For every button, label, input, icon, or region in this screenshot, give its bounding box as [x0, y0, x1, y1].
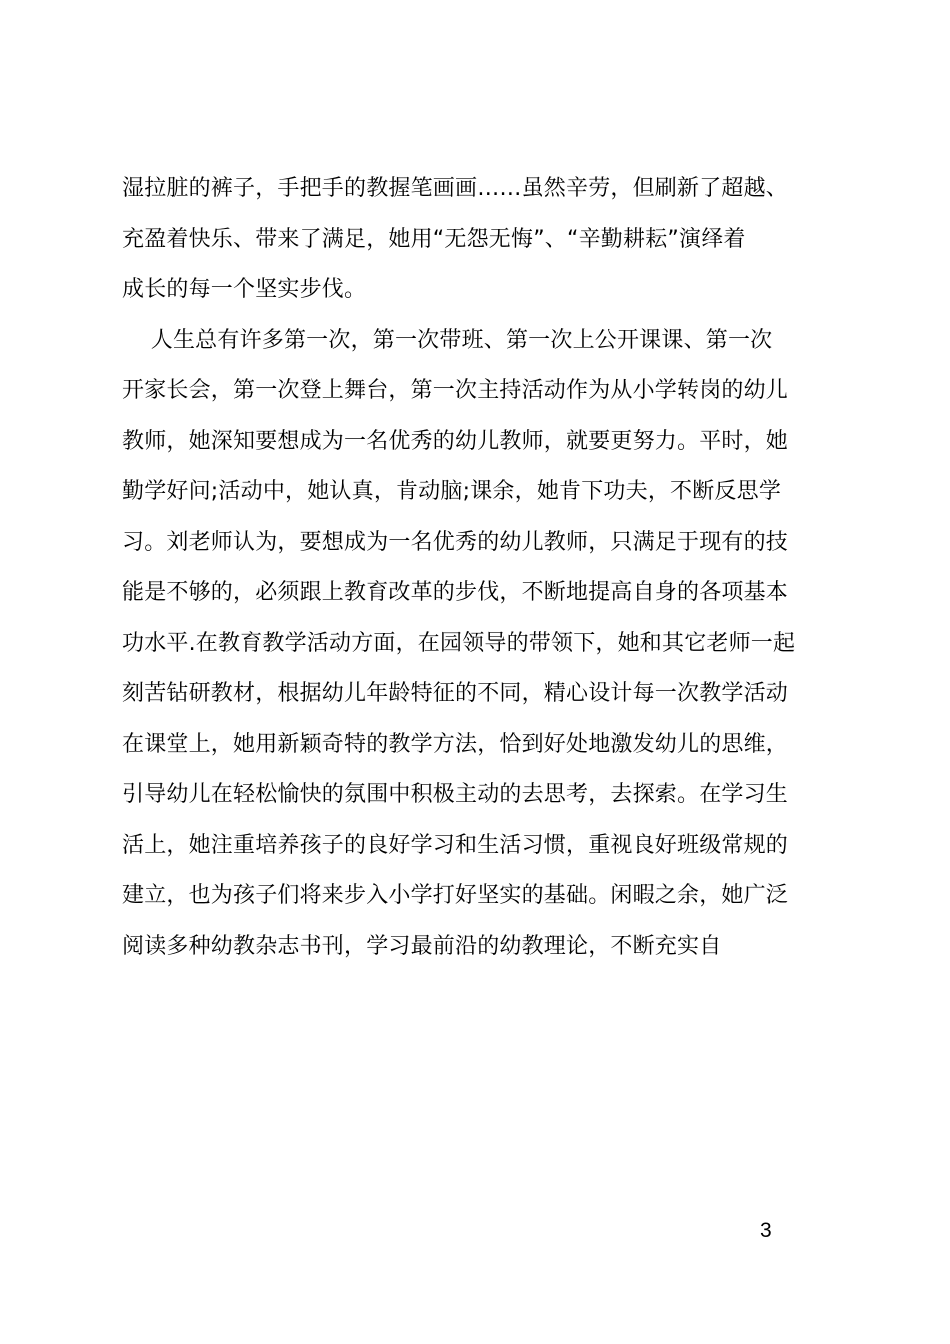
text-line: 引导幼儿在轻松愉快的氛围中积极主动的去思考，去探索。在学习生	[122, 782, 789, 807]
text-line: 在课堂上，她用新颖奇特的教学方法，恰到好处地激发幼儿的思维，	[122, 731, 789, 757]
text-line: 充盈着快乐、带来了满足，她用“无怨无悔”、“辛勤耕耘”演绎着	[122, 226, 746, 252]
text-line: 开家长会，第一次登上舞台，第一次主持活动作为从小学转岗的幼儿	[122, 378, 789, 403]
text-line: 能是不够的，必须跟上教育改革的步伐，不断地提高自身的各项基本	[122, 580, 789, 605]
text-line: 阅读多种幼教杂志书刊，学习最前沿的幼教理论，不断充实自	[122, 933, 722, 959]
text-line: 成长的每一个坚实步伐。	[122, 277, 367, 302]
text-line: 教师，她深知要想成为一名优秀的幼儿教师，就要更努力。平时，她	[122, 428, 789, 454]
text-line: 建立，也为孩子们将来步入小学打好坚实的基础。闲暇之余，她广泛	[122, 883, 789, 908]
text-line: 勤学好问;活动中，她认真，肯动脑;课余，她肯下功夫，不断反思学	[122, 479, 782, 504]
text-line: 湿拉脏的裤子，手把手的教握笔画画……虽然辛劳，但刷新了超越、	[122, 176, 789, 201]
text-line: 刻苦钻研教材，根据幼儿年龄特征的不同，精心设计每一次教学活动	[122, 681, 789, 706]
text-line: 习。刘老师认为，要想成为一名优秀的幼儿教师，只满足于现有的技	[122, 529, 789, 555]
text-line: 人生总有许多第一次，第一次带班、第一次上公开课课、第一次	[122, 327, 773, 353]
body-text	[122, 164, 852, 972]
text-line: 活上，她注重培养孩子的良好学习和生活习惯，重视良好班级常规的	[122, 832, 789, 858]
text-line: 功水平.在教育教学活动方面，在园领导的带领下，她和其它老师一起	[122, 630, 796, 656]
page-number: 3	[760, 1219, 772, 1242]
